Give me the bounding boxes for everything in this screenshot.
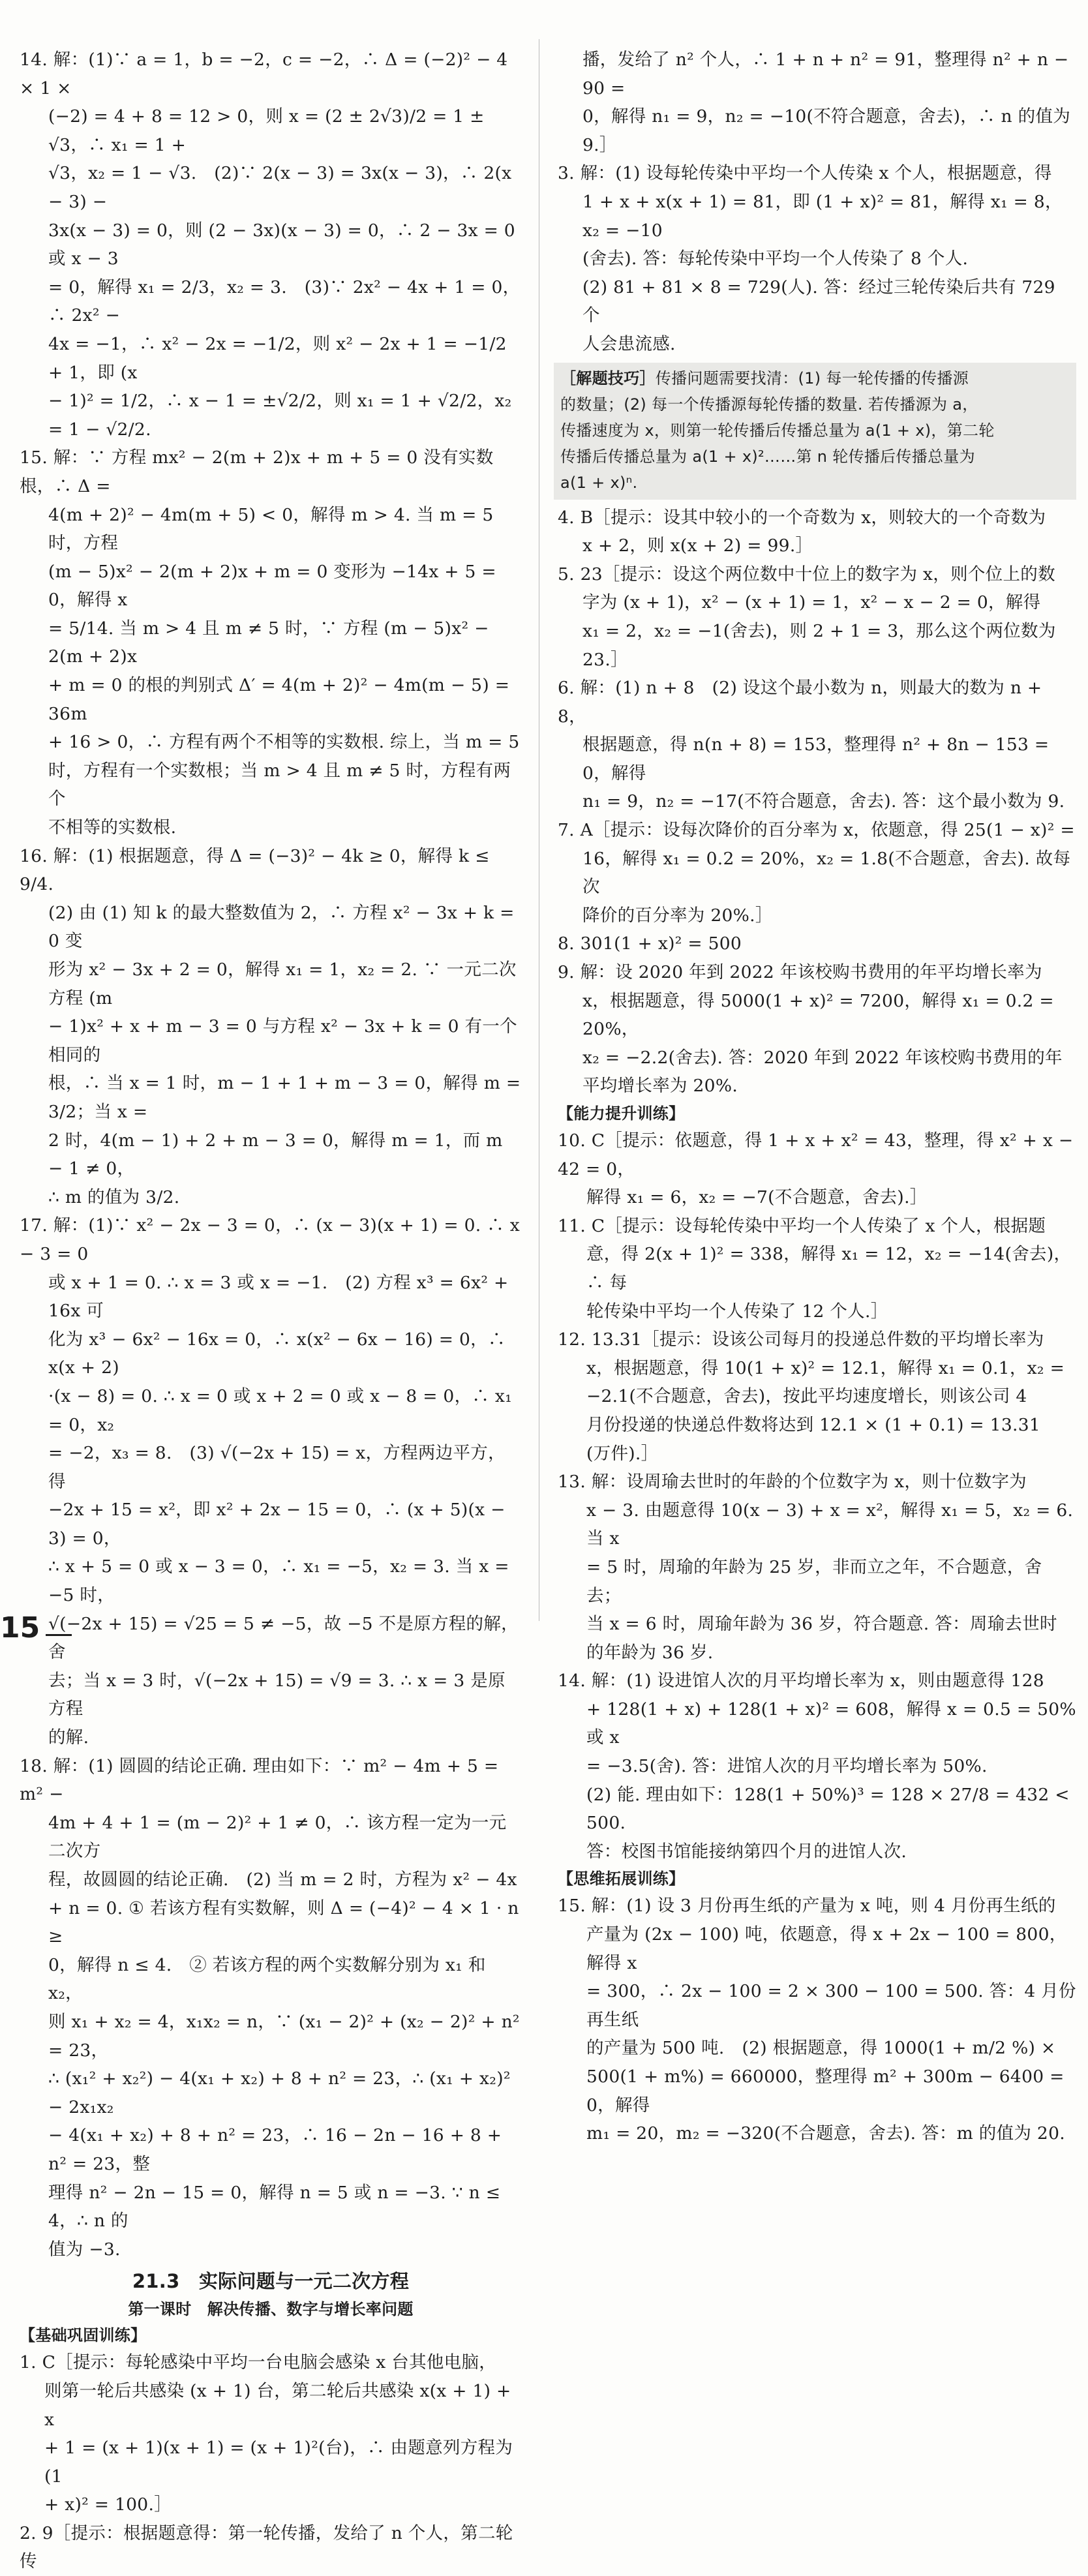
text-line: + 16 > 0，∴ 方程有两个不相等的实数根. 综上，当 m = 5 xyxy=(48,732,520,753)
text-line: 时，方程有一个实数根；当 m > 4 且 m ≠ 5 时，方程有两个 xyxy=(48,760,511,810)
text-line: + 128(1 + x) + 128(1 + x)² = 608，解得 x = 0.5 = 50% 或 x xyxy=(586,1699,1076,1748)
ability-training-label: 【能力提升训练】 xyxy=(558,1104,685,1123)
exercise-5 xyxy=(558,560,1076,674)
exercise-2-continued xyxy=(558,46,1076,159)
text-line: 根据题意，得 n(n + 8) = 153，整理得 n² + 8n − 153 = 0，解得 xyxy=(582,735,1050,783)
text-line: 值为 −3. xyxy=(48,2239,121,2260)
text-line: 0，解得 n ≤ 4. ② 若该方程的两个实数解分别为 x₁ 和 x₂， xyxy=(48,1954,486,2004)
exercise-3 xyxy=(558,159,1076,358)
text-line: 14. 解：(1)∵ a = 1，b = −2，c = −2，∴ Δ = (−2)² − 4 × 1 × xyxy=(20,50,508,98)
problem-15 xyxy=(20,444,522,841)
exercise-9 xyxy=(558,958,1076,1100)
text-line: − 4(x₁ + x₂) + 8 + n² = 23，∴ 16 − 2n − 16 + 8 + n² = 23，整 xyxy=(48,2125,502,2174)
exercise-8 xyxy=(558,930,1076,958)
section-subtitle: 第一课时 解决传播、数字与增长率问题 xyxy=(128,2300,414,2319)
text-line: = 5 时，周瑜的年龄为 25 岁，非而立之年，不合题意，舍去； xyxy=(586,1556,1042,1606)
text-line: (m − 5)x² − 2(m + 2)x + m = 0 变形为 −14x + 5 = 0，解得 x xyxy=(48,561,496,611)
text-line: 意，得 2(x + 1)² = 338，解得 x₁ = 12，x₂ = −14(舍去)，∴ 每 xyxy=(586,1244,1072,1293)
text-line: −2x + 15 = x²，即 x² + 2x − 15 = 0，∴ (x + 5)(x − 3) = 0， xyxy=(48,1500,506,1549)
text-line: 字为 (x + 1)，x² − (x + 1) = 1，x² − x − 2 = 0，解得 xyxy=(582,592,1041,613)
text-line: 1 + x + x(x + 1) = 81，即 (1 + x)² = 81，解得 x₁ = 8，x₂ = −10 xyxy=(582,191,1063,241)
text-line: 0，解得 n₁ = 9，n₂ = −10(不符合题意，舍去)，∴ n 的值为 9.］ xyxy=(582,106,1071,155)
solving-tip-label: ［解题技巧］ xyxy=(560,369,656,387)
text-line: 500(1 + m%) = 660000，整理得 m² + 300m − 6400 = 0，解得 xyxy=(586,2067,1065,2115)
text-line: + m = 0 的根的判别式 Δ′ = 4(m + 2)² − 4m(m − 5) = 36m xyxy=(48,675,510,724)
text-line: 形为 x² − 3x + 2 = 0，解得 x₁ = 1，x₂ = 2. ∵ 一元二次方程 (m xyxy=(48,960,517,1008)
text-line: 的解. xyxy=(48,1727,89,1748)
text-line: (舍去). 答：每轮传染中平均一个人传染了 8 个人. xyxy=(582,249,969,269)
text-line: x₂ = −2.2(舍去). 答：2020 年到 2022 年该校购书费用的年 xyxy=(582,1047,1063,1068)
text-line: = −3.5(舍). 答：进馆人次的月平均增长率为 50%. xyxy=(586,1756,988,1777)
text-line: 4(m + 2)² − 4m(m + 5) < 0，解得 m > 4. 当 m = 5 时，方程 xyxy=(48,504,494,554)
text-line: x + 2，则 x(x + 2) = 99.］ xyxy=(582,536,813,556)
tip-line: 传播后传播总量为 a(1 + x)²……第 n 轮传播后传播总量为 xyxy=(560,447,975,466)
exercise-2 xyxy=(20,2519,522,2576)
text-line: 理得 n² − 2n − 15 = 0，解得 n = 5 或 n = −3. ∵ n ≤ 4，∴ n 的 xyxy=(48,2182,501,2232)
text-line: 解得 x₁ = 6，x₂ = −7(不合题意，舍去).］ xyxy=(586,1187,928,1208)
text-line: 11. C［提示：设每轮传染中平均一个人传染了 x 个人，根据题 xyxy=(558,1215,1046,1236)
page-number: 15 xyxy=(0,1611,40,1644)
text-line: (万件).］ xyxy=(586,1443,659,1464)
basic-training-label: 【基础巩固训练】 xyxy=(20,2326,147,2345)
problem-16 xyxy=(20,842,522,1212)
text-line: 13. 解：设周瑜去世时的年龄的个位数字为 x，则十位数字为 xyxy=(558,1472,1027,1493)
text-line: 当 x = 6 时，周瑜年龄为 36 岁，符合题意. 答：周瑜去世时 xyxy=(586,1614,1057,1635)
problem-18 xyxy=(20,1752,522,2264)
text-line: √(−2x + 15) = √25 = 5 ≠ −5，故 −5 不是原方程的解，舍 xyxy=(48,1613,519,1663)
text-line: − 1)² = 1/2，∴ x − 1 = ±√2/2，则 x₁ = 1 + √2/2，x₂ = 1 − √2/2. xyxy=(48,391,512,440)
text-line: + 1 = (x + 1)(x + 1) = (x + 1)²(台)，∴ 由题意列方程为 (1 xyxy=(44,2438,513,2487)
text-line: 则 x₁ + x₂ = 4，x₁x₂ = n，∵ (x₁ − 2)² + (x₂ − 2)² + n² = 23， xyxy=(48,2011,520,2061)
text-line: 15. 解：∵ 方程 mx² − 2(m + 2)x + m + 5 = 0 没有实数根，∴ Δ = xyxy=(20,447,494,496)
text-line: + x)² = 100.］ xyxy=(44,2494,172,2515)
text-line: n₁ = 9，n₂ = −17(不符合题意，舍去). 答：这个最小数为 9. xyxy=(582,791,1065,812)
exercise-1 xyxy=(20,2348,522,2519)
exercise-14 xyxy=(558,1667,1076,1866)
thinking-training-label: 【思维拓展训练】 xyxy=(558,1870,685,1888)
text-line: 2 时，4(m − 1) + 2 + m − 3 = 0，解得 m = 1，而 m − 1 ≠ 0， xyxy=(48,1130,503,1179)
exercise-15 xyxy=(558,1892,1076,2147)
text-line: (2) 能. 理由如下：128(1 + 50%)³ = 128 × 27/8 = 432 < 500. xyxy=(586,1784,1070,1834)
text-line: = −2，x₃ = 8. (3) √(−2x + 15) = x，方程两边平方，得 xyxy=(48,1443,506,1492)
text-line: x₁ = 2，x₂ = −1(舍去)，则 2 + 1 = 3，那么这个两位数为 23.］ xyxy=(582,620,1056,670)
text-line: 15. 解：(1) 设 3 月份再生纸的产量为 x 吨，则 4 月份再生纸的 xyxy=(558,1896,1056,1917)
left-column xyxy=(20,46,522,2576)
tip-line: a(1 + x)ⁿ. xyxy=(560,473,638,492)
text-line: 的产量为 500 吨. (2) 根据题意，得 1000(1 + m/2 %) × xyxy=(586,2038,1056,2059)
text-line: 9. 解：设 2020 年到 2022 年该校购书费用的年平均增长率为 xyxy=(558,962,1042,983)
exercise-12 xyxy=(558,1326,1076,1468)
text-line: 去；当 x = 3 时，√(−2x + 15) = √9 = 3. ∴ x = 3 是原方程 xyxy=(48,1670,506,1720)
exercise-13 xyxy=(558,1468,1076,1667)
text-line: 则第一轮后共感染 (x + 1) 台，第二轮后共感染 x(x + 1) + x xyxy=(44,2380,511,2430)
text-line: 化为 x³ − 6x² − 16x = 0，∴ x(x² − 6x − 16) = 0，∴ x(x + 2) xyxy=(48,1329,506,1378)
text-line: x，根据题意，得 5000(1 + x)² = 7200，解得 x₁ = 0.2 = 20%， xyxy=(582,990,1054,1040)
text-line: −2.1(不合题意，舍去)，按此平均速度增长，则该公司 4 xyxy=(586,1386,1027,1407)
solving-tip-box xyxy=(554,363,1076,500)
text-line: 7. A［提示：设每次降价的百分率为 x，依题意，得 25(1 − x)² = xyxy=(558,820,1075,841)
exercise-7 xyxy=(558,816,1076,930)
text-line: (2) 81 + 81 × 8 = 729(人). 答：经过三轮传染后共有 729 个 xyxy=(582,277,1055,326)
text-line: x，根据题意，得 10(1 + x)² = 12.1，解得 x₁ = 0.1，x₂ = xyxy=(586,1357,1065,1378)
text-line: 不相等的实数根. xyxy=(48,817,177,838)
text-line: 播，发给了 n² 个人，∴ 1 + n + n² = 91，整理得 n² + n − 90 = xyxy=(582,50,1069,98)
text-line: 人会患流感. xyxy=(582,333,676,354)
text-line: (2) 由 (1) 知 k 的最大整数值为 2，∴ 方程 x² − 3x + k = 0 变 xyxy=(48,902,515,952)
text-line: 6. 解：(1) n + 8 (2) 设这个最小数为 n，则最大的数为 n + 8， xyxy=(558,678,1042,727)
text-line: = 300，∴ 2x − 100 = 2 × 300 − 100 = 500. 答：4 月份再生纸 xyxy=(586,1981,1076,2030)
text-line: 程，故圆圆的结论正确. (2) 当 m = 2 时，方程为 x² − 4x xyxy=(48,1870,517,1890)
text-line: 5. 23［提示：设这个两位数中十位上的数字为 x，则个位上的数 xyxy=(558,564,1055,584)
text-line: 根，∴ 当 x = 1 时，m − 1 + 1 + m − 3 = 0，解得 m = 3/2；当 x = xyxy=(48,1073,521,1122)
text-line: ∴ x + 5 = 0 或 x − 3 = 0，∴ x₁ = −5，x₂ = 3. 当 x = −5 时， xyxy=(48,1556,509,1606)
text-line: 12. 13.31［提示：设该公司每月的投递总件数的平均增长率为 xyxy=(558,1329,1044,1350)
text-line: x − 3. 由题意得 10(x − 3) + x = x²，解得 x₁ = 5，x₂ = 6. 当 x xyxy=(586,1500,1074,1549)
right-column xyxy=(558,46,1076,2148)
text-line: 10. C［提示：依题意，得 1 + x + x² = 43，整理，得 x² + x − 42 = 0， xyxy=(558,1130,1074,1179)
text-line: = 0，解得 x₁ = 2/3，x₂ = 3. (3)∵ 2x² − 4x + 1 = 0，∴ 2x² − xyxy=(48,277,521,326)
text-line: m₁ = 20，m₂ = −320(不合题意，舍去). 答：m 的值为 20. xyxy=(586,2123,1065,2144)
text-line: 1. C［提示：每轮感染中平均一台电脑会感染 x 台其他电脑， xyxy=(20,2352,497,2373)
text-line: 降价的百分率为 20%.］ xyxy=(582,905,773,926)
text-line: 的年龄为 36 岁. xyxy=(586,1642,714,1663)
text-line: 17. 解：(1)∵ x² − 2x − 3 = 0，∴ (x − 3)(x + 1) = 0. ∴ x − 3 = 0 xyxy=(20,1215,520,1264)
text-line: 或 x + 1 = 0. ∴ x = 3 或 x = −1. (2) 方程 x³ = 6x² + 16x 可 xyxy=(48,1272,509,1322)
text-line: 轮传染中平均一个人传染了 12 个人.］ xyxy=(586,1301,888,1322)
text-line: = 5/14. 当 m > 4 且 m ≠ 5 时，∵ 方程 (m − 5)x² − 2(m + 2)x xyxy=(48,618,489,667)
text-line: ·(x − 8) = 0. ∴ x = 0 或 x + 2 = 0 或 x − 8 = 0，∴ x₁ = 0，x₂ xyxy=(48,1386,513,1435)
text-line: √3，x₂ = 1 − √3. (2)∵ 2(x − 3) = 3x(x − 3)，∴ 2(x − 3) − xyxy=(48,163,512,212)
text-line: 16，解得 x₁ = 0.2 = 20%，x₂ = 1.8(不合题意，舍去). 故每次 xyxy=(582,848,1071,898)
text-line: + n = 0. ① 若该方程有实数解，则 Δ = (−4)² − 4 × 1 · n ≥ xyxy=(48,1898,519,1947)
text-line: 月份投递的快递总件数将达到 12.1 × (1 + 0.1) = 13.31 xyxy=(586,1414,1041,1435)
text-line: ∴ m 的值为 3/2. xyxy=(48,1187,180,1207)
text-line: 4m + 4 + 1 = (m − 2)² + 1 ≠ 0，∴ 该方程一定为一元二次方 xyxy=(48,1812,507,1862)
text-line: 4x = −1，∴ x² − 2x = −1/2，则 x² − 2x + 1 = −1/2 + 1，即 (x xyxy=(48,333,507,383)
exercise-11 xyxy=(558,1212,1076,1326)
tip-line: 传播速度为 x，则第一轮传播后传播总量为 a(1 + x)，第二轮 xyxy=(560,421,995,440)
text-line: 14. 解：(1) 设进馆人次的月平均增长率为 x，则由题意得 128 xyxy=(558,1671,1044,1691)
text-line: 3x(x − 3) = 0，则 (2 − 3x)(x − 3) = 0，∴ 2 − 3x = 0 或 x − 3 xyxy=(48,220,515,269)
text-line: 18. 解：(1) 圆圆的结论正确. 理由如下：∵ m² − 4m + 5 = m² − xyxy=(20,1755,499,1805)
text-line: 答：校图书馆能接纳第四个月的进馆人次. xyxy=(586,1841,907,1862)
page-number-rule xyxy=(46,1634,72,1636)
tip-line: 的数量；(2) 每一个传播源每轮传播的数量. 若传播源为 a， xyxy=(560,395,978,414)
exercise-10 xyxy=(558,1127,1076,1212)
text-line: 4. B［提示：设其中较小的一个奇数为 x，则较大的一个奇数为 xyxy=(558,507,1046,528)
text-line: 16. 解：(1) 根据题意，得 Δ = (−3)² − 4k ≥ 0，解得 k ≤ 9/4. xyxy=(20,845,490,895)
text-line: 产量为 (2x − 100) 吨，依题意，得 x + 2x − 100 = 800，解得 x xyxy=(586,1924,1067,1973)
text-line: 2. 9［提示：根据题意得：第一轮传播，发给了 n 个人，第二轮传 xyxy=(20,2523,513,2572)
problem-17 xyxy=(20,1211,522,1751)
problem-14 xyxy=(20,46,522,444)
exercise-4 xyxy=(558,504,1076,560)
text-line: (−2) = 4 + 8 = 12 > 0，则 x = (2 ± 2√3)/2 = 1 ± √3，∴ x₁ = 1 + xyxy=(48,106,485,155)
text-line: − 1)x² + x + m − 3 = 0 与方程 x² − 3x + k = 0 有一个相同的 xyxy=(48,1016,517,1065)
exercise-6 xyxy=(558,674,1076,816)
text-line: ∴ (x₁² + x₂²) − 4(x₁ + x₂) + 8 + n² = 23，∴ (x₁ + x₂)² − 2x₁x₂ xyxy=(48,2068,511,2117)
text-line: 3. 解：(1) 设每轮传染中平均一个人传染 x 个人，根据题意，得 xyxy=(558,163,1052,184)
text-line: 8. 301(1 + x)² = 500 xyxy=(558,933,742,954)
section-title: 21.3 实际问题与一元二次方程 xyxy=(132,2270,410,2293)
text-line: 平均增长率为 20%. xyxy=(582,1076,738,1097)
tip-line: 传播问题需要找清：(1) 每一轮传播的传播源 xyxy=(655,369,969,387)
